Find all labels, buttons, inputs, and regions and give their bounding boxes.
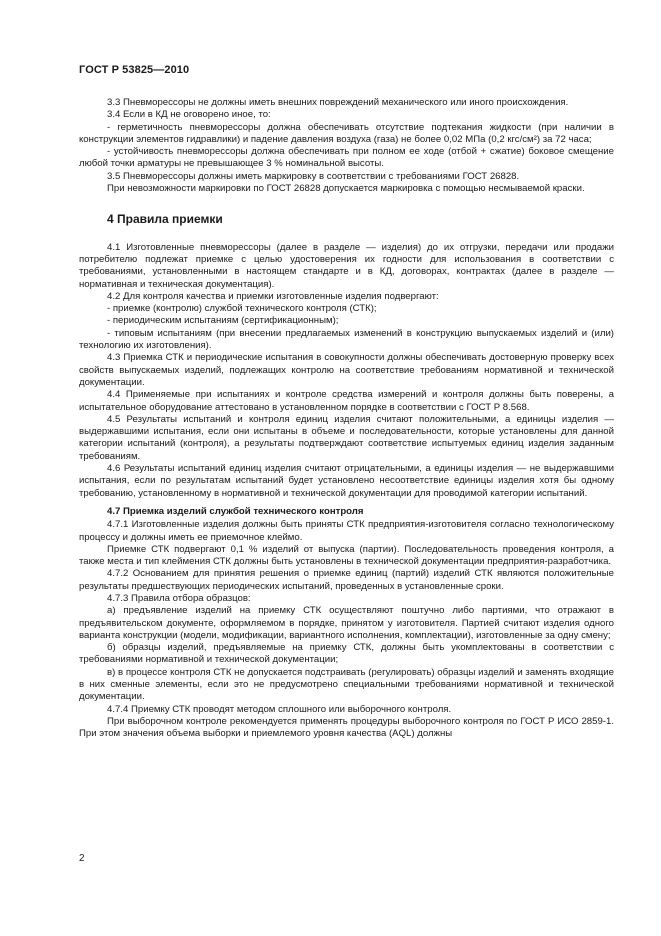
paragraph: - герметичность пневморессоры должна обеспечивать отсутствие подтекания жидкости (при наличии в конструкции элементов гидравлики) и падение давления воздуха (газа) не более 0,02 МПа (0,2 кгс/см²) за 72 часа; [79, 121, 614, 145]
paragraph: При выборочном контроле рекомендуется применять процедуры выборочного контроля по ГОСТ Р ИСО 2859-1. При этом значения объема выборки и приемлемого уровня качества (AQL) должны [79, 715, 614, 740]
section-title: 4 Правила приемки [107, 212, 223, 227]
paragraph: в) в процессе контроля СТК не допускается подстраивать (регулировать) образцы изделий и заменять входящие в них сменные элементы, если это не предусмотрено специальными требованиями нормативной и технической документации. [79, 666, 614, 703]
paragraph: 4.1 Изготовленные пневморессоры (далее в разделе — изделия) до их отгрузки, передачи или продажи потребителю подлежат приемке с целью удостоверения их годности для использования в соответствии с требованиями, установленными в настоящем стандарте и в КД, договорах, контрактах (далее в разделе — нормативная и техническая документация). [79, 241, 614, 290]
paragraph: - устойчивость пневморессоры должна обеспечивать при полном ее ходе (отбой + сжатие) боковое смещение любой точки арматуры не превышающее 3 % номинальной высоты. [79, 146, 614, 170]
paragraphs-top [79, 97, 614, 195]
paragraph: 4.2 Для контроля качества и приемки изготовленные изделия подвергают: [107, 290, 439, 302]
paragraph: 4.6 Результаты испытаний единиц изделия считают отрицательными, а единицы изделия — не выдержавшими испытания, если по результатам испытаний будет установлено несоответствие единицы изделия хотя бы одному требованию, установленному в нормативной и технической документации для проводимой категории испытаний. [79, 463, 614, 499]
paragraph: 4.3 Приемка СТК и периодические испытания в совокупности должны обеспечивать достоверную проверку всех свойств выпускаемых изделий, подлежащих контролю на соответствие требованиям нормативной и технической документации. [79, 352, 614, 388]
paragraph: 4.4 Применяемые при испытаниях и контроле средства измерений и контроля должны быть поверены, а испытательное оборудование аттестовано в установленном порядке в соответствии с ГОСТ Р 8.568. [79, 389, 614, 413]
paragraph: 4.7.2 Основанием для принятия решения о приемке единиц (партий) изделий СТК являются положительные результаты предшествующих периодических испытаний, проведенных в установленные сроки. [79, 568, 614, 592]
paragraph: - периодическим испытаниям (сертификационным); [107, 315, 339, 327]
paragraph: 3.5 Пневморессоры должны иметь маркировку в соответствии с требованиями ГОСТ 26828. [107, 170, 520, 182]
paragraph: 3.4 Если в КД не оговорено иное, то: [107, 109, 271, 121]
paragraph: 4.5 Результаты испытаний и контроля единиц изделия считают положительными, а единицы изделия — выдержавшими испытания, если они испытаны в объеме и последовательности, которые установлены для данной категории испытаний (контроля), а результаты подтверждают соответствие испытуемых единиц изделия заданным требованиям. [79, 413, 614, 462]
paragraph: - типовым испытаниям (при внесении предлагаемых изменений в конструкцию выпускаемых изделий и (или) технологию их изготовления). [79, 327, 614, 352]
paragraph: б) образцы изделий, предъявляемые на приемку СТК, должны быть укомплектованы в соответствии с требованиями нормативной и технической документации; [79, 642, 614, 666]
paragraph: - приемке (контролю) службой технического контроля (СТК); [107, 303, 377, 315]
paragraph: а) предъявление изделий на приемку СТК осуществляют поштучно либо партиями, что отражают в предъявительском документе, оформляемом в порядке, принятом у изготовителя. Партией считают изделия одного варианта конструкции (модели, модификации, вариантного исполнения, комплектации), изготовленные за одну смену; [79, 605, 614, 641]
paragraphs-mid [79, 242, 614, 500]
page-number: 2 [79, 853, 85, 864]
document-body [79, 97, 614, 741]
paragraphs-bottom [79, 519, 614, 740]
document-header: ГОСТ Р 53825—2010 [79, 64, 190, 76]
paragraph: 4.7.4 Приемку СТК проводят методом сплошного или выборочного контроля. [107, 703, 452, 715]
paragraph: 4.7.1 Изготовленные изделия должны быть приняты СТК предприятия-изготовителя согласно технологическому процессу и должны иметь ее приемочное клеймо. [79, 519, 614, 543]
paragraph: При невозможности маркировки по ГОСТ 26828 допускается маркировка с помощью несмываемой краски. [107, 183, 585, 195]
paragraph: 4.7.3 Правила отбора образцов: [107, 592, 251, 604]
paragraph: 3.3 Пневморессоры не должны иметь внешних повреждений механического или иного происхождения. [107, 97, 569, 108]
paragraph: Приемке СТК подвергают 0,1 % изделий от выпуска (партии). Последовательность проведения контроля, а также места и тип клеймения СТК должны быть установлены в технической документации предприятия-разработчика. [79, 543, 614, 568]
subsection-title: 4.7 Приемка изделий службой технического контроля [107, 505, 364, 517]
